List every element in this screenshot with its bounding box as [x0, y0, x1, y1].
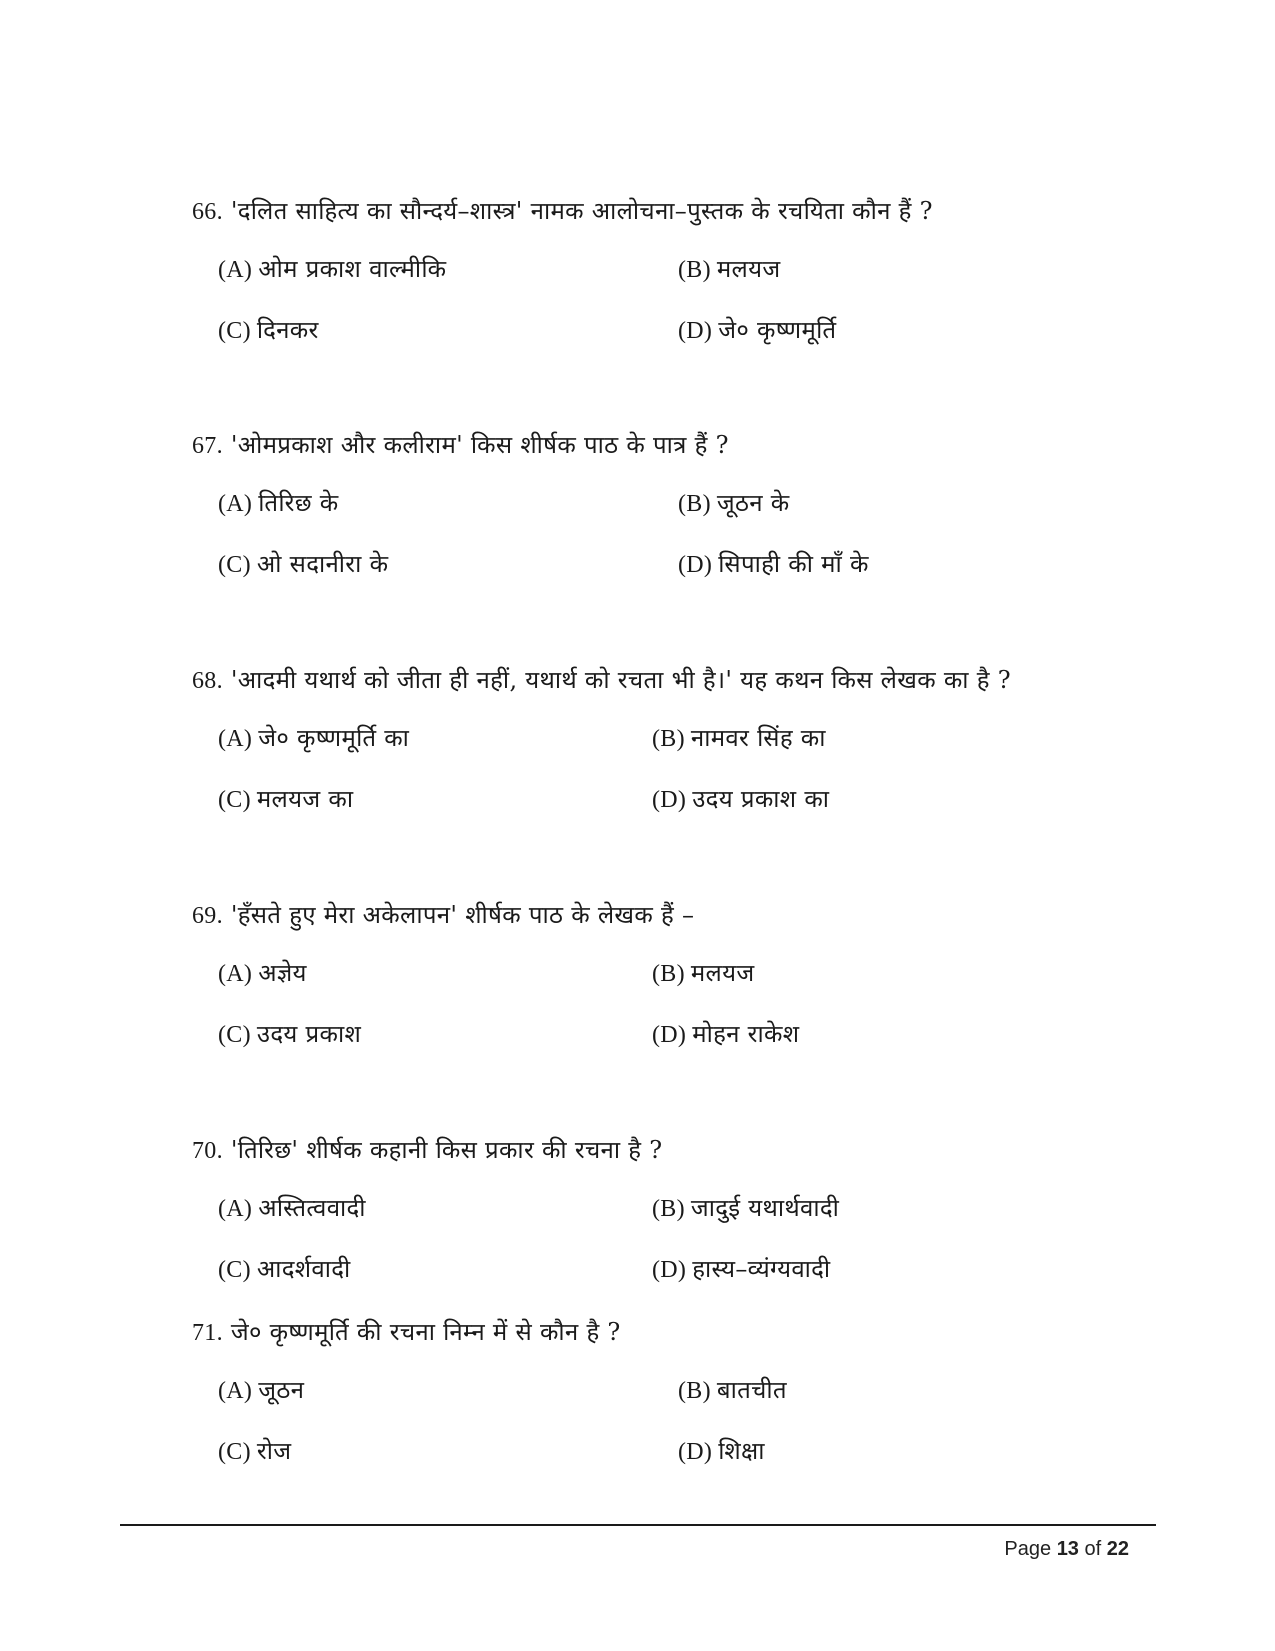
option-text: उदय प्रकाश का [692, 785, 830, 813]
option-c [218, 1253, 351, 1286]
option-letter: (D) [652, 1257, 687, 1283]
option-text: दिनकर [256, 316, 319, 344]
option-text: मोहन राकेश [692, 1020, 800, 1048]
option-letter: (D) [678, 552, 713, 578]
option-letter: (B) [678, 491, 711, 517]
page-total: 22 [1106, 1538, 1129, 1560]
option-a [218, 253, 446, 286]
question-68 [0, 664, 1275, 864]
page-current: 13 [1056, 1538, 1079, 1560]
option-b [678, 253, 780, 286]
question-69 [0, 899, 1275, 1099]
option-letter: (C) [218, 318, 251, 344]
option-b [652, 1192, 839, 1225]
question-stem [192, 1134, 662, 1167]
option-c [218, 783, 353, 816]
option-text: जूठन के [716, 489, 790, 517]
question-71 [0, 1316, 1275, 1516]
option-a [218, 1374, 304, 1407]
option-a [218, 957, 307, 990]
option-letter: (C) [218, 787, 251, 813]
question-stem [192, 195, 933, 228]
option-text: मलयज [716, 255, 781, 283]
option-letter: (B) [678, 1378, 711, 1404]
question-stem [192, 664, 1011, 697]
question-number: 68. [192, 668, 223, 694]
option-text: हास्य–व्यंग्यवादी [692, 1255, 831, 1283]
option-letter: (D) [678, 1439, 713, 1465]
option-letter: (A) [218, 257, 253, 283]
option-d [678, 548, 869, 581]
question-text: 'आदमी यथार्थ को जीता ही नहीं, यथार्थ को रचता भी है।' यह कथन किस लेखक का है ? [230, 666, 1011, 694]
question-70 [0, 1134, 1275, 1334]
question-text: 'दलित साहित्य का सौन्दर्य–शास्त्र' नामक आलोचना–पुस्तक के रचयिता कौन हैं ? [230, 197, 933, 225]
option-letter: (B) [652, 961, 685, 987]
option-b [652, 957, 754, 990]
option-d [652, 1018, 799, 1051]
option-letter: (D) [652, 787, 687, 813]
option-c [218, 548, 388, 581]
question-text: 'हँसते हुए मेरा अकेलापन' शीर्षक पाठ के लेखक हैं – [230, 901, 695, 929]
option-b [678, 487, 790, 520]
question-stem [192, 899, 694, 932]
option-text: उदय प्रकाश [256, 1020, 362, 1048]
option-letter: (A) [218, 491, 253, 517]
option-text: ओ सदानीरा के [256, 550, 389, 578]
question-text: 'ओमप्रकाश और कलीराम' किस शीर्षक पाठ के पात्र हैं ? [230, 431, 729, 459]
option-text: बातचीत [716, 1376, 787, 1404]
option-letter: (D) [652, 1022, 687, 1048]
option-text: मलयज [690, 959, 755, 987]
question-number: 71. [192, 1320, 223, 1346]
option-letter: (C) [218, 1439, 251, 1465]
option-text: जूठन [258, 1376, 305, 1404]
option-b [678, 1374, 787, 1407]
question-text: 'तिरिछ' शीर्षक कहानी किस प्रकार की रचना है ? [230, 1136, 663, 1164]
option-d [678, 314, 836, 347]
option-text: रोज [256, 1437, 292, 1465]
question-text: जे० कृष्णमूर्ति की रचना निम्न में से कौन है ? [230, 1318, 621, 1346]
option-letter: (D) [678, 318, 713, 344]
option-d [652, 1253, 830, 1286]
page-of: of [1084, 1538, 1102, 1560]
option-letter: (B) [652, 1196, 685, 1222]
option-letter: (A) [218, 1196, 253, 1222]
page-number [1004, 1536, 1129, 1562]
option-letter: (B) [678, 257, 711, 283]
option-text: शिक्षा [718, 1437, 765, 1465]
option-b [652, 722, 826, 755]
question-number: 67. [192, 433, 223, 459]
option-text: ओम प्रकाश वाल्मीकि [258, 255, 447, 283]
option-c [218, 1435, 291, 1468]
option-letter: (C) [218, 1022, 251, 1048]
option-letter: (A) [218, 726, 253, 752]
option-text: सिपाही की माँ के [718, 550, 869, 578]
option-text: आदर्शवादी [256, 1255, 351, 1283]
option-text: तिरिछ के [258, 489, 339, 517]
page-label: Page [1004, 1538, 1052, 1560]
option-a [218, 1192, 366, 1225]
question-number: 66. [192, 199, 223, 225]
option-c [218, 314, 319, 347]
option-letter: (B) [652, 726, 685, 752]
option-text: अज्ञेय [258, 959, 307, 987]
option-c [218, 1018, 361, 1051]
question-66 [0, 195, 1275, 395]
option-d [652, 783, 829, 816]
question-stem [192, 1316, 621, 1349]
question-number: 69. [192, 903, 223, 929]
option-text: जे० कृष्णमूर्ति का [258, 724, 410, 752]
question-number: 70. [192, 1138, 223, 1164]
option-letter: (C) [218, 1257, 251, 1283]
option-text: नामवर सिंह का [690, 724, 826, 752]
option-text: मलयज का [256, 785, 354, 813]
option-letter: (C) [218, 552, 251, 578]
question-67 [0, 429, 1275, 629]
option-a [218, 487, 339, 520]
option-letter: (A) [218, 961, 253, 987]
option-letter: (A) [218, 1378, 253, 1404]
option-text: अस्तित्ववादी [258, 1194, 366, 1222]
footer-divider [120, 1524, 1156, 1526]
option-text: जे० कृष्णमूर्ति [718, 316, 837, 344]
question-stem [192, 429, 729, 462]
option-d [678, 1435, 765, 1468]
option-text: जादुई यथार्थवादी [690, 1194, 840, 1222]
option-a [218, 722, 409, 755]
